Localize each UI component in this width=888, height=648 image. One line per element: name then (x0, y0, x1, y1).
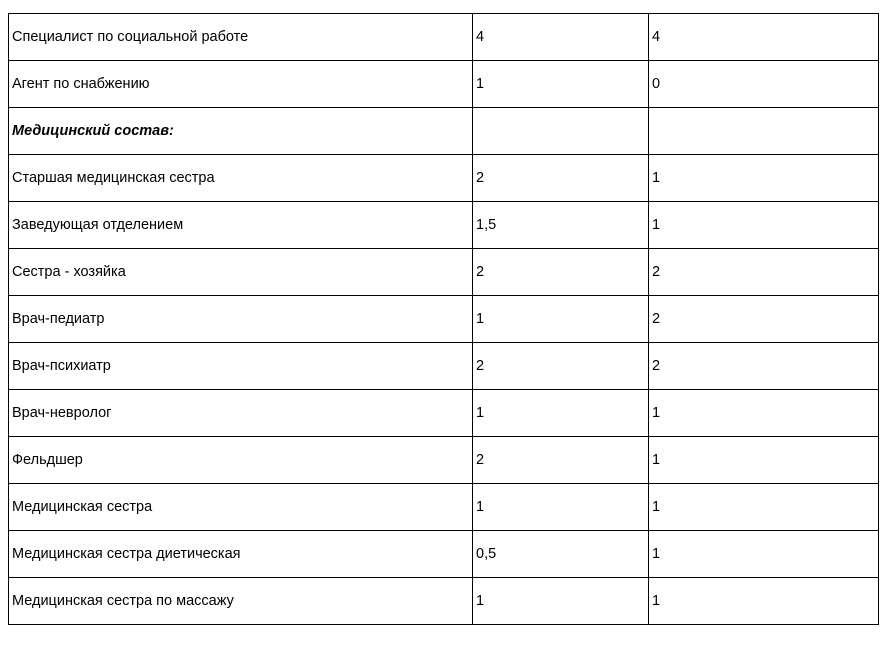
value-cell: 1 (473, 484, 649, 531)
table-row (9, 437, 879, 484)
value-cell: 2 (473, 249, 649, 296)
position-cell: Медицинская сестра диетическая (9, 531, 473, 578)
value-cell: 1 (473, 390, 649, 437)
value-cell: 0 (649, 61, 879, 108)
value-cell: 1 (473, 296, 649, 343)
value-cell: 4 (473, 14, 649, 61)
value-cell: 1 (649, 390, 879, 437)
value-cell (649, 108, 879, 155)
section-title: Медицинский состав: (9, 108, 473, 155)
table-row (9, 296, 879, 343)
table-row (9, 155, 879, 202)
value-cell: 4 (649, 14, 879, 61)
value-cell: 1 (649, 202, 879, 249)
value-cell (473, 108, 649, 155)
position-cell: Врач-психиатр (9, 343, 473, 390)
staff-table (8, 13, 879, 625)
section-header-row (9, 108, 879, 155)
value-cell: 2 (473, 155, 649, 202)
table-row (9, 531, 879, 578)
value-cell: 1 (649, 484, 879, 531)
value-cell: 1 (473, 61, 649, 108)
value-cell: 1,5 (473, 202, 649, 249)
table-row (9, 249, 879, 296)
value-cell: 1 (649, 531, 879, 578)
position-cell: Медицинская сестра по массажу (9, 578, 473, 625)
table-row (9, 14, 879, 61)
position-cell: Сестра - хозяйка (9, 249, 473, 296)
table-row (9, 484, 879, 531)
table-row (9, 578, 879, 625)
value-cell: 1 (649, 155, 879, 202)
table-row (9, 343, 879, 390)
position-cell: Специалист по социальной работе (9, 14, 473, 61)
position-cell: Старшая медицинская сестра (9, 155, 473, 202)
position-cell: Врач-педиатр (9, 296, 473, 343)
position-cell: Заведующая отделением (9, 202, 473, 249)
value-cell: 2 (473, 343, 649, 390)
value-cell: 2 (473, 437, 649, 484)
value-cell: 1 (473, 578, 649, 625)
value-cell: 1 (649, 578, 879, 625)
table-row (9, 390, 879, 437)
position-cell: Фельдшер (9, 437, 473, 484)
position-cell: Врач-невролог (9, 390, 473, 437)
value-cell: 0,5 (473, 531, 649, 578)
value-cell: 2 (649, 296, 879, 343)
table-row (9, 202, 879, 249)
value-cell: 2 (649, 249, 879, 296)
position-cell: Агент по снабжению (9, 61, 473, 108)
value-cell: 2 (649, 343, 879, 390)
position-cell: Медицинская сестра (9, 484, 473, 531)
value-cell: 1 (649, 437, 879, 484)
table-row (9, 61, 879, 108)
